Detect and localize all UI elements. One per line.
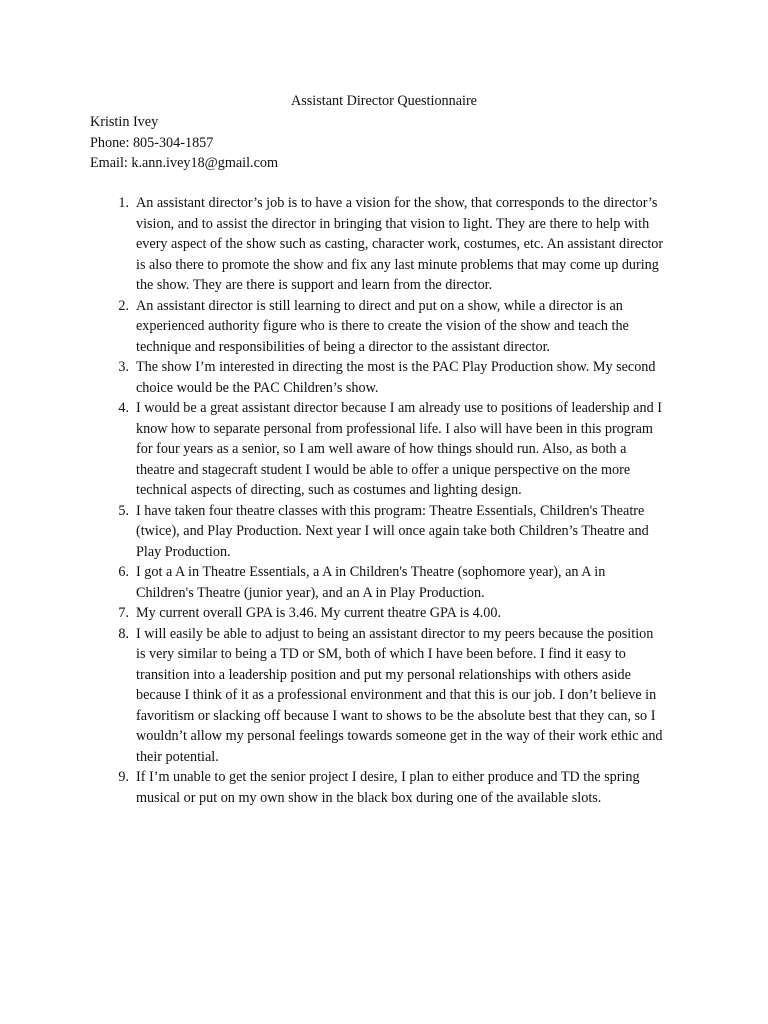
applicant-name: Kristin Ivey [90, 114, 159, 130]
applicant-email: Email: k.ann.ivey18@gmail.com [90, 155, 279, 171]
answer-text: I got a A in Theatre Essentials, a A in Children's Theatre (sophomore year), an A in Children's Theatre (junior year), and an A in Play Production. [136, 564, 606, 601]
applicant-phone: Phone: 805-304-1857 [90, 134, 214, 151]
answer-item [118, 562, 664, 603]
answer-number: 3. [118, 359, 129, 375]
answer-item [118, 501, 664, 563]
answer-number: 5. [118, 502, 129, 519]
answer-text: An assistant director’s job is to have a vision for the show, that corresponds to the director’s vision, and to assist the director in bringing that vision to light. They are there to help with every aspect of the show such as casting, character work, costumes, etc. An assistant director is also there to promote the show and fix any last minute problems that may come up during the show. They are there is support and learn from the director. [136, 195, 664, 293]
contact-block [90, 112, 690, 174]
answer-item [118, 193, 664, 296]
answer-item [118, 357, 664, 398]
answer-list [118, 193, 664, 808]
answer-item [118, 603, 664, 624]
answer-text: If I’m unable to get the senior project I desire, I plan to either produce and TD the spring musical or put on my own show in the black box during one of the available slots. [136, 769, 640, 806]
answer-number: 6. [118, 564, 129, 580]
answer-number: 9. [118, 769, 129, 785]
answer-number: 8. [118, 625, 129, 642]
answer-item [118, 398, 664, 501]
answer-number: 4. [118, 400, 129, 416]
answer-item [118, 296, 664, 358]
answer-number: 1. [118, 195, 129, 211]
answer-text: The show I’m interested in directing the most is the PAC Play Production show. My second choice would be the PAC Children’s show. [136, 359, 656, 396]
answer-item [118, 767, 664, 808]
answer-number: 7. [118, 605, 129, 621]
answer-text: I have taken four theatre classes with this program: Theatre Essentials, Children's Theatre (twice), and Play Production. Next year I will once again take both Children’s Theatre and Play Production. [136, 502, 649, 560]
answer-text: An assistant director is still learning to direct and put on a show, while a director is an experienced authority figure who is there to create the vision of the show and teach the technique and responsibilities of being a director to the assistant director. [136, 297, 629, 355]
answer-number: 2. [118, 297, 129, 314]
answer-text: I would be a great assistant director because I am already use to positions of leadership and I know how to separate personal from professional life. I also will have been in this program for four years as a senior, so I am well aware of how things should run. Also, as both a theatre and stagecraft student I would be able to offer a unique perspective on the more technical aspects of directing, such as costumes and lighting design. [136, 400, 662, 498]
answer-text: My current overall GPA is 3.46. My current theatre GPA is 4.00. [136, 605, 502, 621]
document-title: Assistant Director Questionnaire [291, 93, 477, 109]
answer-item [118, 624, 664, 768]
answer-text: I will easily be able to adjust to being an assistant director to my peers because the position is very similar to being a TD or SM, both of which I have been before. I find it easy to transition into a leadership position and put my personal relationships with others aside because I think of it as a professional environment and that this is our job. I don’t believe in favoritism or slacking off because I want to shows to be the absolute best that they can, so I wouldn’t allow my personal feelings towards someone get in the way of their work ethic and their potential. [136, 625, 663, 765]
